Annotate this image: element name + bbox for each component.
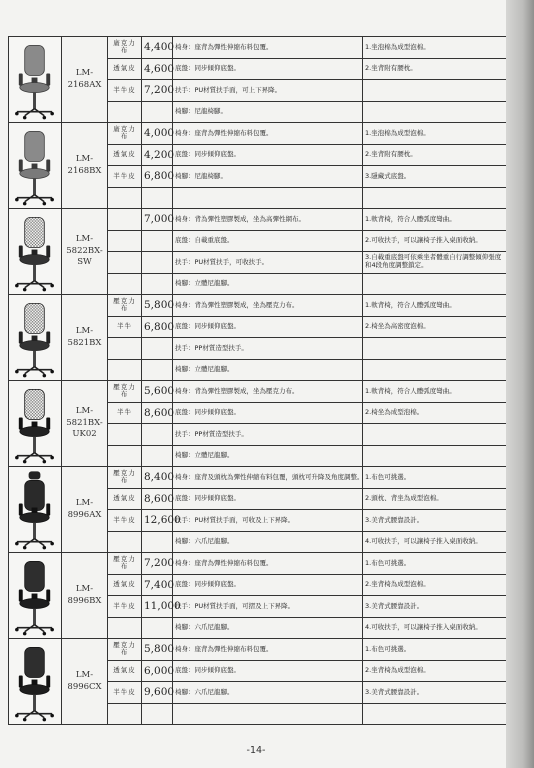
model-number: [62, 553, 108, 639]
model-number-line: 8996CX: [67, 681, 102, 692]
product-row: [9, 123, 507, 145]
price: 9,600: [142, 682, 173, 704]
spec-text: 底盤：同步傾仰底盤。: [173, 574, 363, 596]
feature-text: 4.可收扶手，可以讓椅子推入桌面收納。: [363, 617, 507, 639]
material-label: 壓克力布: [108, 381, 142, 403]
product-row: [9, 381, 507, 403]
spec-text: 底盤：同步傾仰底盤。: [173, 144, 363, 166]
product-image: [9, 467, 62, 553]
material-label: [108, 703, 142, 725]
feature-text: [363, 703, 507, 725]
material-label: 半牛皮: [108, 166, 142, 188]
feature-text: 1.坐泡棉為成型泡棉。: [363, 123, 507, 145]
price: [142, 445, 173, 467]
feature-text: 3.隱藏式底盤。: [363, 166, 507, 188]
price: 6,000: [142, 660, 173, 682]
feature-text: 2.頭枕、背坐為成型泡棉。: [363, 488, 507, 510]
feature-text: 2.椅坐為成型泡棉。: [363, 402, 507, 424]
model-number-line: LM-: [75, 584, 94, 595]
spec-text: [173, 187, 363, 209]
spec-text: 椅腳：六爪尼龍腳。: [173, 531, 363, 553]
product-image: [9, 381, 62, 467]
price: 4,200: [142, 144, 173, 166]
material-label: 半牛皮: [108, 80, 142, 102]
model-number-line: UK02: [72, 429, 97, 440]
spec-text: 底盤：同步傾仰底盤。: [173, 316, 363, 338]
feature-text: 2.可收扶手，可以讓椅子推入桌面收納。: [363, 230, 507, 252]
model-number-line: 2168AX: [67, 79, 102, 90]
model-number-line: 5822BX-: [66, 245, 103, 256]
page-number: -14-: [246, 745, 266, 756]
chair-black-fabric-icon: [9, 553, 61, 638]
material-label: [108, 252, 142, 274]
model-number-line: LM-: [75, 234, 94, 245]
material-label: 透氣皮: [108, 144, 142, 166]
material-label: 透氣皮: [108, 488, 142, 510]
material-label: 半牛皮: [108, 596, 142, 618]
feature-text: 1.布色可挑選。: [363, 553, 507, 575]
price: 12,600: [142, 510, 173, 532]
material-label: 壓克力布: [108, 553, 142, 575]
spec-text: 椅身：座背為彈性伸縮布料包覆。: [173, 37, 363, 59]
model-number: [62, 381, 108, 467]
material-label: 透氣皮: [108, 660, 142, 682]
spec-text: 扶手：PU材質扶手，可收扶手。: [173, 252, 363, 274]
price: [142, 338, 173, 360]
material-label: 透氣皮: [108, 574, 142, 596]
price: [142, 273, 173, 295]
price: 4,600: [142, 58, 173, 80]
model-number: [62, 209, 108, 295]
model-number: [62, 467, 108, 553]
chair-mesh-icon: [9, 209, 61, 294]
price: [142, 252, 173, 274]
chair-black-fabric-icon: [9, 639, 61, 724]
spec-text: 底盤：自載重底盤。: [173, 230, 363, 252]
feature-text: 2.坐背附有腰枕。: [363, 144, 507, 166]
product-table: [8, 36, 507, 725]
spec-text: 扶手：PU材質扶手面，可上下昇降。: [173, 80, 363, 102]
model-number-line: 8996AX: [67, 509, 102, 520]
feature-text: 4.可收扶手，可以讓椅子推入桌面收納。: [363, 531, 507, 553]
spec-text: 扶手：PP材質造型扶手。: [173, 338, 363, 360]
model-number: [62, 37, 108, 123]
page-binding-shadow: [506, 0, 534, 768]
feature-text: 1.坐泡棉為成型泡棉。: [363, 37, 507, 59]
model-number-line: LM-: [75, 670, 94, 681]
feature-text: [363, 359, 507, 381]
spec-text: 椅腳：尼龍椅腳。: [173, 166, 363, 188]
feature-text: 3.自載重底盤可依乘坐者體重自行調整傾仰張度和4段角度調整鎖定。: [363, 252, 507, 274]
price: 5,800: [142, 639, 173, 661]
price: [142, 230, 173, 252]
price: 5,600: [142, 381, 173, 403]
product-row: [9, 209, 507, 231]
product-image: [9, 37, 62, 123]
product-image: [9, 639, 62, 725]
material-label: [108, 445, 142, 467]
price: 8,600: [142, 402, 173, 424]
chair-grey-fabric-icon: [9, 123, 61, 208]
feature-text: [363, 101, 507, 123]
chair-black-mesh-icon: [9, 381, 61, 466]
spec-text: 底盤：同步傾仰底盤。: [173, 488, 363, 510]
material-label: 壓克力布: [108, 639, 142, 661]
product-image: [9, 209, 62, 295]
feature-text: 2.椅坐為高密度泡棉。: [363, 316, 507, 338]
model-number: [62, 295, 108, 381]
product-row: [9, 37, 507, 59]
product-image: [9, 295, 62, 381]
price: 7,000: [142, 209, 173, 231]
spec-text: 扶手：PU材質扶手面，可收及上下昇降。: [173, 510, 363, 532]
price: [142, 101, 173, 123]
spec-text: 椅身：座背為彈性伸縮布料包覆。: [173, 123, 363, 145]
spec-text: 椅身：座背為彈性伸縮布料包覆。: [173, 639, 363, 661]
material-label: [108, 230, 142, 252]
spec-text: 椅身：背為彈性塑膠製成，坐為壓克力布。: [173, 295, 363, 317]
model-number-line: LM-: [75, 68, 94, 79]
price: [142, 359, 173, 381]
feature-text: 1.軟背椅，符合人體弧度彎曲。: [363, 209, 507, 231]
material-label: [108, 359, 142, 381]
material-label: [108, 424, 142, 446]
price: 5,800: [142, 295, 173, 317]
material-label: 半牛皮: [108, 682, 142, 704]
chair-grey-fabric-icon: [9, 37, 61, 122]
spec-text: 扶手：PU材質扶手面，可摺及上下昇降。: [173, 596, 363, 618]
material-label: [108, 101, 142, 123]
material-label: 半牛皮: [108, 510, 142, 532]
feature-text: [363, 273, 507, 295]
feature-text: 3.美背式腰靠設計。: [363, 596, 507, 618]
product-image: [9, 553, 62, 639]
feature-text: 2.坐背附有腰枕。: [363, 58, 507, 80]
price: [142, 187, 173, 209]
price: 4,000: [142, 123, 173, 145]
material-label: [108, 187, 142, 209]
material-label: [108, 531, 142, 553]
price: [142, 617, 173, 639]
price: [142, 424, 173, 446]
price: 6,800: [142, 316, 173, 338]
price: 11,000: [142, 596, 173, 618]
material-label: 透氣皮: [108, 58, 142, 80]
spec-text: 底盤：同步傾仰底盤。: [173, 660, 363, 682]
material-label: [108, 273, 142, 295]
material-label: [108, 617, 142, 639]
spec-text: 椅腳：立體尼龍腳。: [173, 273, 363, 295]
spec-text: 扶手：PP材質造型扶手。: [173, 424, 363, 446]
model-number-line: 2168BX: [67, 165, 102, 176]
feature-text: [363, 187, 507, 209]
feature-text: 1.軟背椅，符合人體弧度彎曲。: [363, 295, 507, 317]
product-image: [9, 123, 62, 209]
model-number-line: LM-: [75, 498, 94, 509]
material-label: [108, 338, 142, 360]
material-label: 半牛: [108, 402, 142, 424]
feature-text: 3.美背式腰靠設計。: [363, 510, 507, 532]
model-number-line: SW: [77, 257, 92, 268]
spec-text: 椅腳：六爪尼龍腳。: [173, 682, 363, 704]
feature-text: [363, 338, 507, 360]
feature-text: [363, 445, 507, 467]
spec-text: 椅腳：尼龍椅腳。: [173, 101, 363, 123]
feature-text: 2.坐背椅為成型泡棉。: [363, 660, 507, 682]
model-number-line: 8996BX: [67, 595, 102, 606]
spec-text: 椅腳：立體尼龍腳。: [173, 445, 363, 467]
feature-text: [363, 424, 507, 446]
price: 6,800: [142, 166, 173, 188]
model-number-line: 5821BX: [67, 337, 102, 348]
price: 7,400: [142, 574, 173, 596]
spec-text: 椅腳：六爪尼龍腳。: [173, 617, 363, 639]
spec-text: [173, 703, 363, 725]
spec-text: 椅身：背為彈性塑膠製成，坐為高彈性網布。: [173, 209, 363, 231]
model-number-line: LM-: [75, 326, 94, 337]
price: 8,600: [142, 488, 173, 510]
feature-text: [363, 80, 507, 102]
price: 4,400: [142, 37, 173, 59]
price: [142, 703, 173, 725]
price: 7,200: [142, 553, 173, 575]
price: 7,200: [142, 80, 173, 102]
model-number-line: LM-: [75, 406, 94, 417]
feature-text: 3.美背式腰靠設計。: [363, 682, 507, 704]
price: [142, 531, 173, 553]
price: 8,400: [142, 467, 173, 489]
spec-text: 椅腳：立體尼龍腳。: [173, 359, 363, 381]
material-label: 廣克力布: [108, 37, 142, 59]
spec-text: 底盤：同步傾仰底盤。: [173, 58, 363, 80]
spec-text: 椅身：座背及頭枕為彈性伸縮布料包覆，頭枕可升降及角度調整。: [173, 467, 363, 489]
product-row: [9, 553, 507, 575]
spec-text: 椅身：背為彈性塑膠製成，坐為壓克力布。: [173, 381, 363, 403]
model-number-line: LM-: [75, 154, 94, 165]
chair-headrest-icon: [9, 467, 61, 552]
product-row: [9, 639, 507, 661]
model-number: [62, 639, 108, 725]
model-number: [62, 123, 108, 209]
feature-text: 1.布色可挑選。: [363, 639, 507, 661]
material-label: 壓克力布: [108, 295, 142, 317]
feature-text: 1.布色可挑選。: [363, 467, 507, 489]
feature-text: 1.軟背椅，符合人體弧度彎曲。: [363, 381, 507, 403]
product-row: [9, 467, 507, 489]
chair-mesh-icon: [9, 295, 61, 380]
feature-text: 2.坐背椅為成型泡棉。: [363, 574, 507, 596]
material-label: 半牛: [108, 316, 142, 338]
material-label: [108, 209, 142, 231]
product-row: [9, 295, 507, 317]
spec-text: 底盤：同步傾仰底盤。: [173, 402, 363, 424]
material-label: 廣克力布: [108, 123, 142, 145]
spec-text: 椅身：座背為彈性伸縮布料包覆。: [173, 553, 363, 575]
material-label: 壓克力布: [108, 467, 142, 489]
model-number-line: 5821BX-: [66, 417, 103, 428]
